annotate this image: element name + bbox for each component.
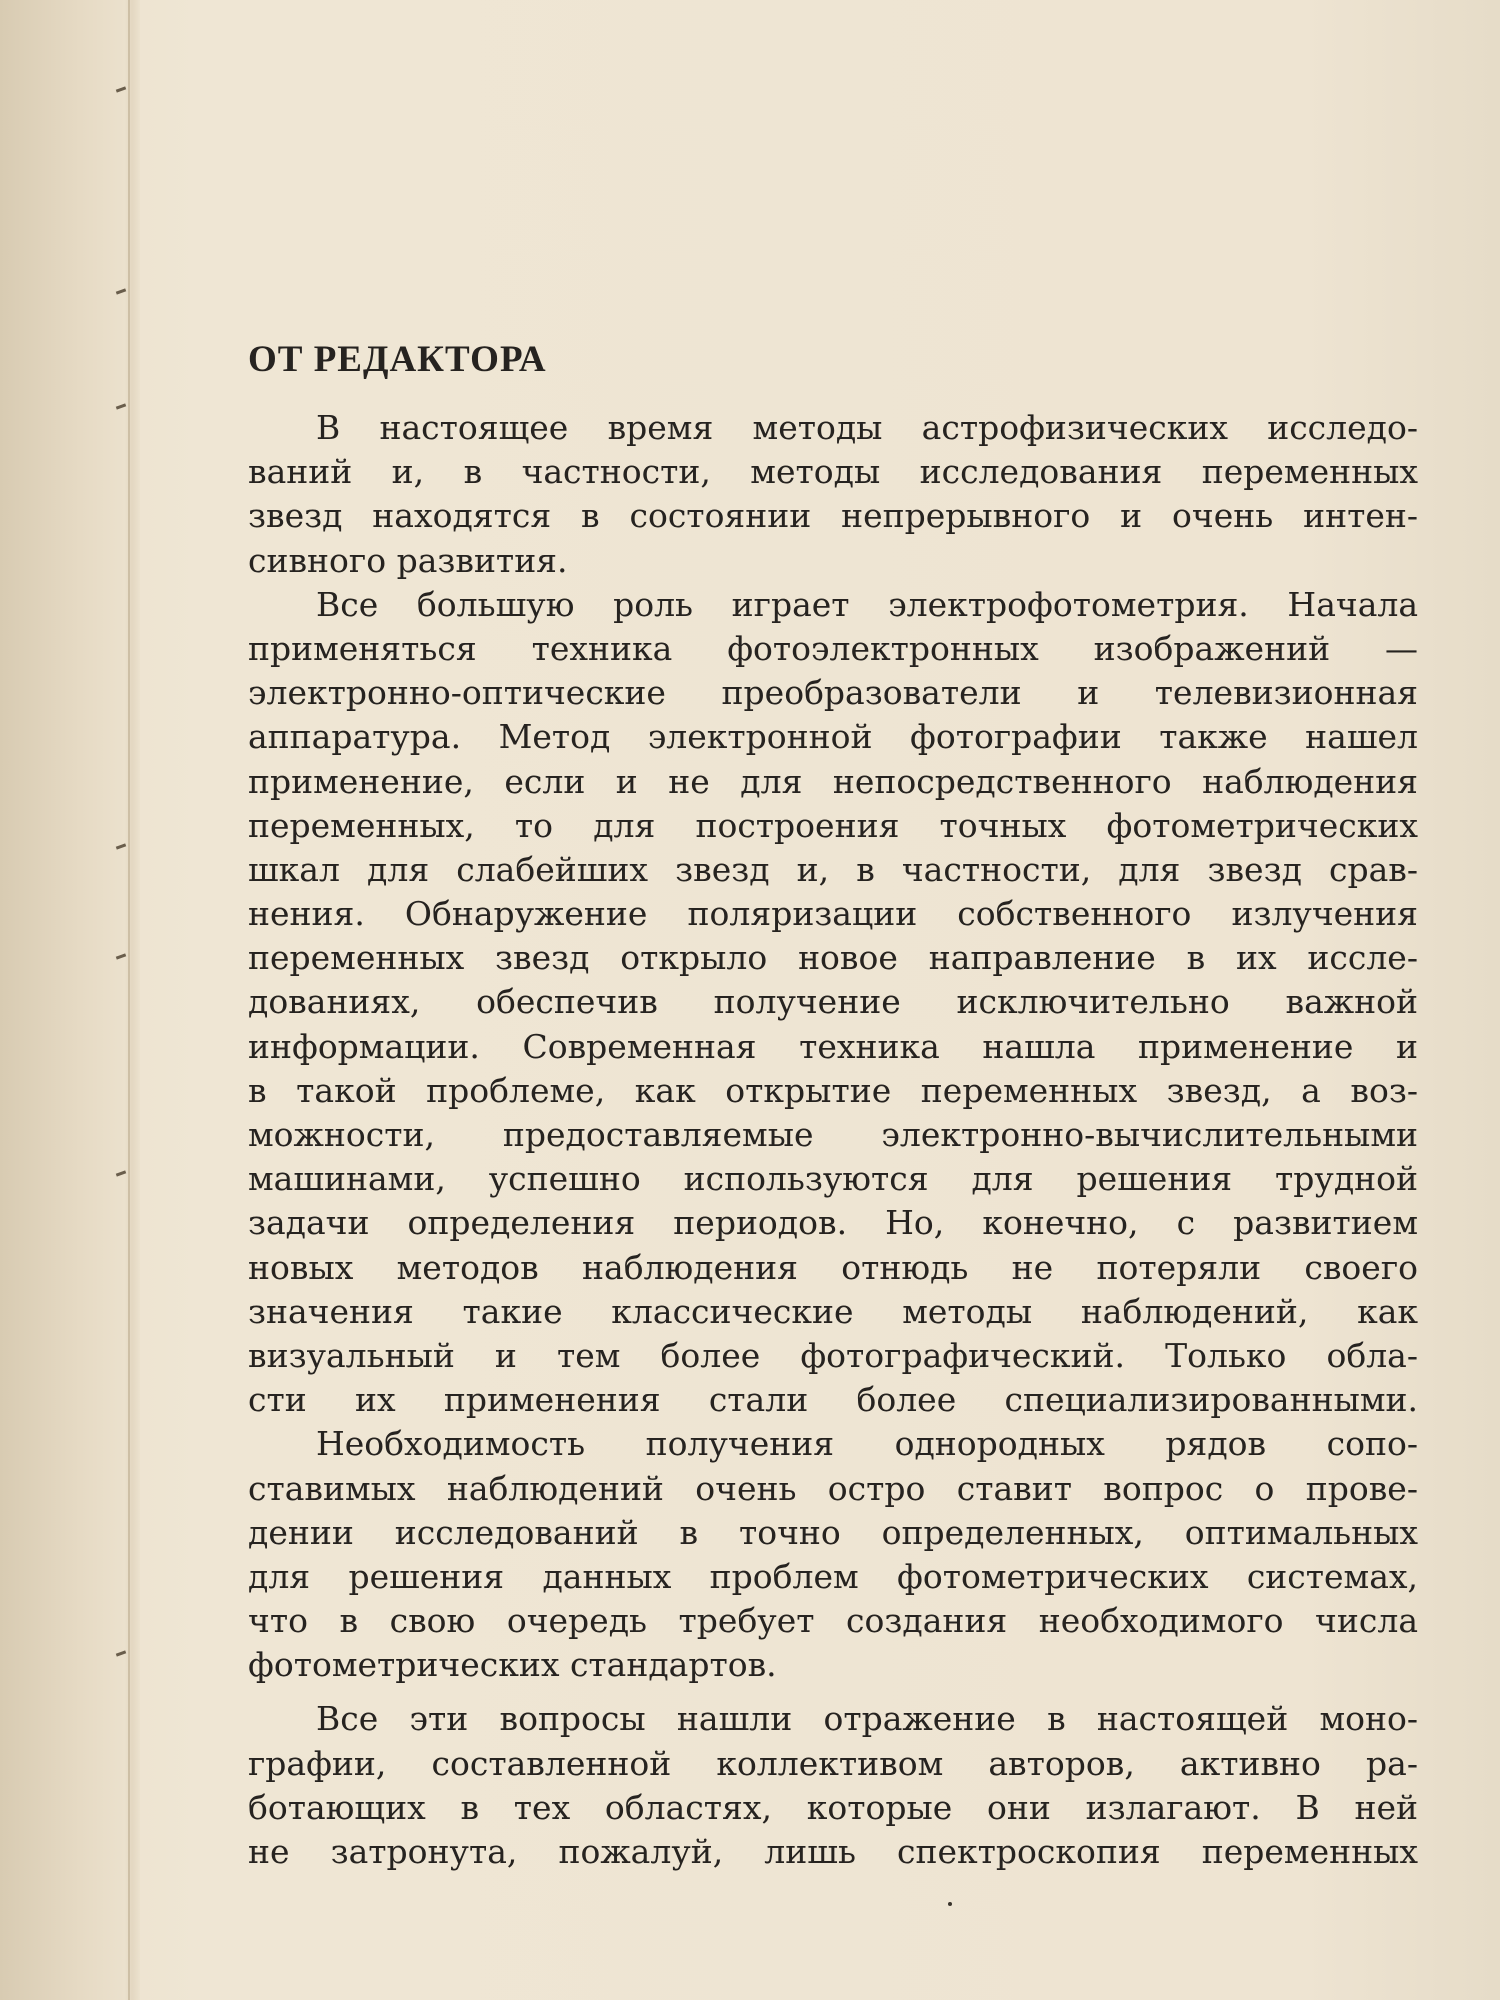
text-line: электронно-оптические преобразователи и телевизионная — [248, 673, 1418, 713]
editor-foreword — [248, 330, 1418, 1874]
text-line: фотометрических стандартов. — [248, 1645, 777, 1685]
page-gutter — [0, 0, 140, 2000]
text-line: графии, составленной коллективом авторов, активно ра- — [248, 1743, 1418, 1783]
text-line: машинами, успешно используются для решения трудной — [248, 1159, 1418, 1199]
text-line: информации. Современная техника нашла применение и — [248, 1026, 1418, 1066]
text-line: дованиях, обеспечив получение исключительно важной — [248, 982, 1418, 1022]
text-line: В настоящее время методы астрофизических исследо- — [316, 408, 1418, 447]
text-line: шкал для слабейших звезд и, в частности, для звезд срав- — [248, 849, 1418, 889]
text-line: Все эти вопросы нашли отражение в настоящей моно- — [316, 1699, 1418, 1739]
text-line: ставимых наблюдений очень остро ставит вопрос о прове- — [248, 1468, 1418, 1508]
text-line: Все большую роль играет электрофотометрия. Начала — [316, 584, 1418, 624]
text-line: переменных звезд открыло новое направление в их иссле- — [248, 938, 1418, 978]
text-line: задачи определения периодов. Но, конечно, с развитием — [248, 1203, 1418, 1243]
binding-fold — [128, 0, 130, 2000]
text-line: что в свою очередь требует создания необходимого числа — [248, 1601, 1418, 1641]
text-line: нения. Обнаружение поляризации собственного излучения — [248, 894, 1418, 934]
text-line: применяться техника фотоэлектронных изображений — — [248, 628, 1418, 668]
paragraph — [248, 1422, 1418, 1687]
text-line: значения такие классические методы наблюдений, как — [248, 1291, 1418, 1331]
text-line: применение, если и не для непосредственного наблюдения — [248, 761, 1418, 801]
text-line: в такой проблеме, как открытие переменных звезд, а воз- — [248, 1070, 1418, 1110]
paragraph — [248, 1697, 1418, 1874]
paragraph — [248, 406, 1418, 583]
text-line: не затронута, пожалуй, лишь спектроскопия переменных — [248, 1832, 1418, 1871]
paper-speck — [948, 1902, 952, 1906]
text-line: новых методов наблюдения отнюдь не потеряли своего — [248, 1247, 1418, 1287]
text-line: звезд находятся в состоянии непрерывного и очень интен- — [248, 496, 1418, 536]
text-line: ботающих в тех областях, которые они излагают. В ней — [248, 1787, 1418, 1827]
text-line: Необходимость получения однородных рядов сопо- — [316, 1424, 1418, 1464]
text-line: визуальный и тем более фотографический. Только обла- — [248, 1335, 1418, 1375]
text-line: дении исследований в точно определенных, оптимальных — [248, 1512, 1418, 1552]
text-line: для решения данных проблем фотометрических системах, — [248, 1556, 1418, 1596]
text-line: аппаратура. Метод электронной фотографии также нашел — [248, 717, 1418, 757]
text-line: ваний и, в частности, методы исследования переменных — [248, 452, 1418, 492]
section-title: ОТ РЕДАКТОРА — [248, 339, 547, 380]
text-line: сти их применения стали более специализированными. — [248, 1380, 1418, 1420]
text-line: сивного развития. — [248, 540, 568, 580]
text-line: переменных, то для построения точных фотометрических — [248, 805, 1418, 845]
text-line: можности, предоставляемые электронно-вычислительными — [248, 1115, 1418, 1154]
paragraph — [248, 583, 1418, 1423]
